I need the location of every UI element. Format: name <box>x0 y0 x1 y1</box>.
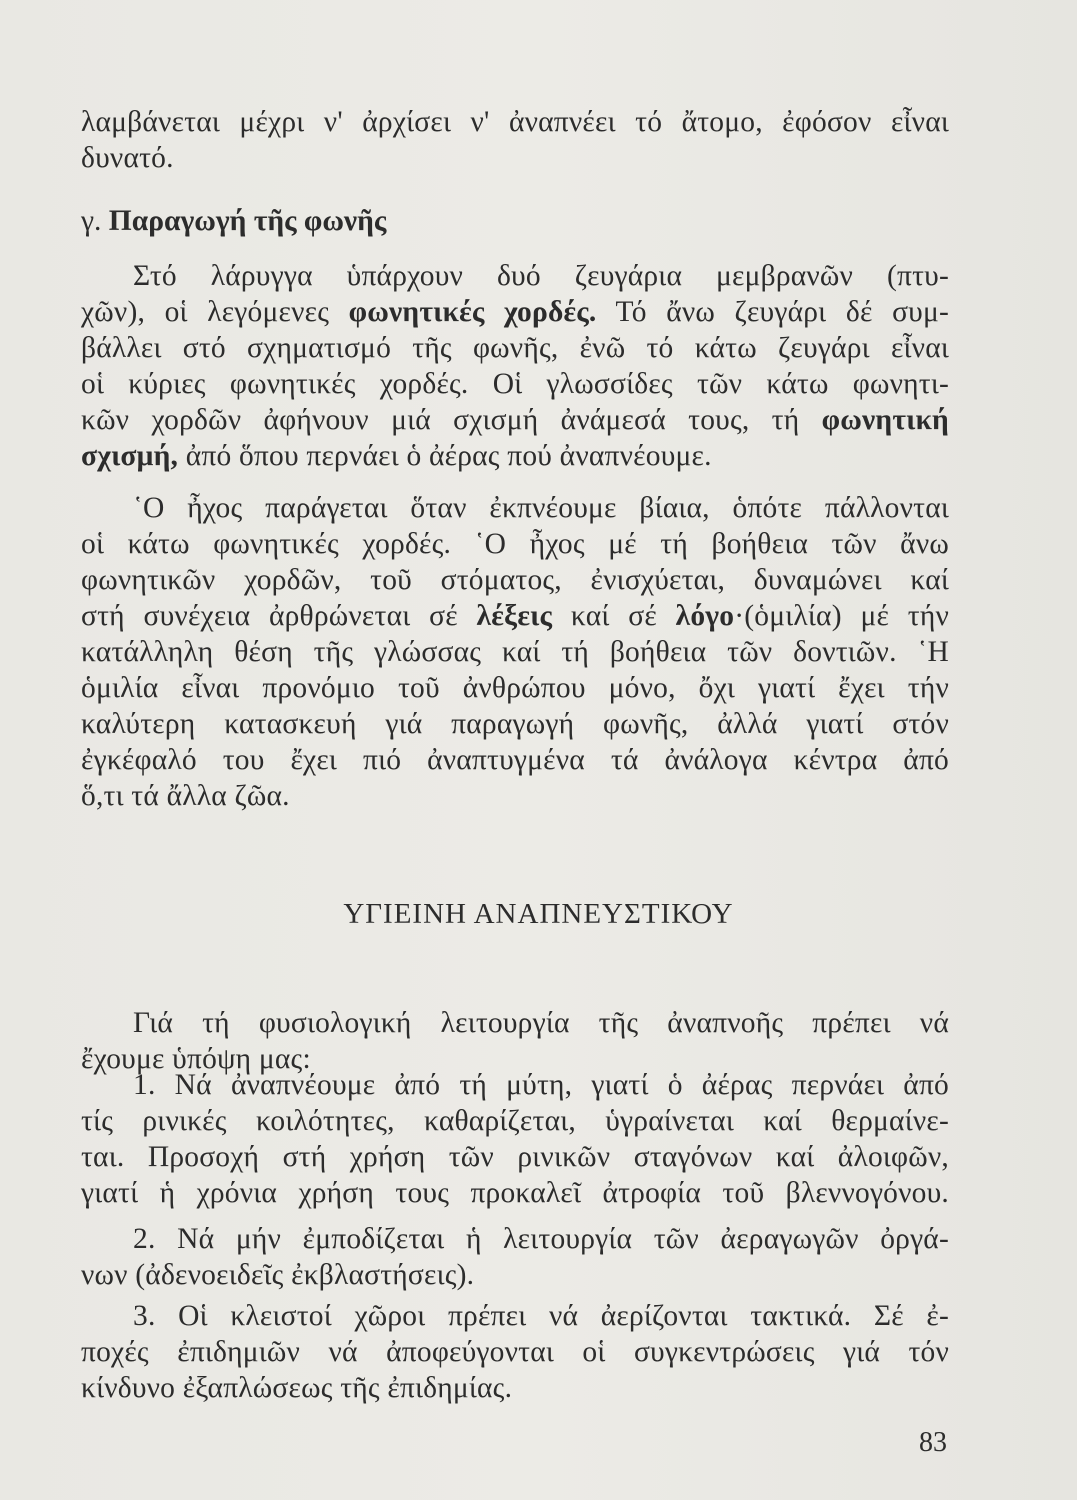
text-line: χῶν), οἱ λεγόμενες φωνητικές χορδές. Τό ἄνω ζευγάρι δέ συμ- <box>81 296 950 328</box>
bold-term: λέξεις <box>476 600 553 632</box>
text-line: στή συνέχεια ἀρθρώνεται σέ λέξεις καί σέ λόγο·(ὁμιλία) μέ τήν <box>81 600 949 632</box>
paragraph-sound-production <box>81 490 949 814</box>
list-item-2 <box>81 1221 949 1293</box>
bold-term: φωνητικές χορδές. <box>348 296 597 328</box>
text-line: Στό λάρυγγα ὑπάρχουν δυό ζευγάρια μεμβρανῶν (πτυ- <box>133 260 949 292</box>
text-line: ὅ,τι τά ἄλλα ζῶα. <box>81 780 290 812</box>
text-line: ἐγκέφαλό του ἔχει πιό ἀναπτυγμένα τά ἀνάλογα κέντρα ἀπό <box>81 744 949 776</box>
bold-term: λόγο <box>675 600 735 632</box>
text-line: σχισμή, ἀπό ὅπου περνάει ὁ ἀέρας πού ἀναπνέουμε. <box>81 440 712 472</box>
bold-term: φωνητική <box>821 404 949 436</box>
heading-prefix: γ. <box>81 205 102 237</box>
bold-term: σχισμή, <box>81 440 179 472</box>
text-line: γιατί ἡ χρόνια χρήση τους προκαλεῖ ἀτροφία τοῦ βλεννογόνου. <box>81 1177 949 1209</box>
text-line: νων (ἀδενοειδεῖς ἐκβλαστήσεις). <box>81 1259 475 1291</box>
text-line: κατάλληλη θέση τῆς γλώσσας καί τή βοήθεια τῶν δοντιῶν. ῾Η <box>81 636 949 668</box>
text-line: ὁμιλία εἶναι προνόμιο τοῦ ἀνθρώπου μόνο, ὄχι γιατί ἔχει τήν <box>81 672 949 704</box>
section-title: ΥΓΙΕΙΝΗ ΑΝΑΠΝΕΥΣΤΙΚΟΥ <box>343 898 734 930</box>
text-line: οἱ κύριες φωνητικές χορδές. Οἱ γλωσσίδες τῶν κάτω φωνητι- <box>81 368 949 400</box>
text-line: φωνητικῶν χορδῶν, τοῦ στόματος, ἐνισχύεται, δυναμώνει καί <box>81 564 949 596</box>
list-item-3 <box>81 1298 949 1406</box>
paragraph-vocal-cords <box>81 258 949 474</box>
text-line: ῾Ο ἦχος παράγεται ὅταν ἐκπνέουμε βίαια, ὁπότε πάλλονται <box>133 492 949 524</box>
text-line: κῶν χορδῶν ἀφήνουν μιά σχισμή ἀνάμεσά τους, τή φωνητική <box>81 404 949 436</box>
text-line: ποχές ἐπιδημιῶν νά ἀποφεύγονται οἱ συγκεντρώσεις γιά τόν <box>81 1336 949 1368</box>
page-number: 83 <box>919 1427 947 1458</box>
intro-paragraph <box>81 104 949 176</box>
text-line: 2. Νά μήν ἐμποδίζεται ἡ λειτουργία τῶν ἀεραγωγῶν ὀργά- <box>133 1223 949 1255</box>
heading-text: Παραγωγή τῆς φωνῆς <box>108 205 387 237</box>
text-line: κίνδυνο ἐξαπλώσεως τῆς ἐπιδημίας. <box>81 1372 513 1404</box>
text-line: βάλλει στό σχηματισμό τῆς φωνῆς, ἐνῶ τό κάτω ζευγάρι εἶναι <box>81 332 949 364</box>
text-line: Γιά τή φυσιολογική λειτουργία τῆς ἀναπνοῆς πρέπει νά <box>133 1007 949 1039</box>
text-line: ται. Προσοχή στή χρήση τῶν ρινικῶν σταγόνων καί ἀλοιφῶν, <box>81 1141 949 1173</box>
text-line: ἔχουμε ὑπόψη μας: <box>81 1043 311 1075</box>
text-line: οἱ κάτω φωνητικές χορδές. ῾Ο ἦχος μέ τή βοήθεια τῶν ἄνω <box>81 528 949 560</box>
text-line: 3. Οἱ κλειστοί χῶροι πρέπει νά ἀερίζονται τακτικά. Σέ ἐ- <box>133 1300 949 1332</box>
list-item-1 <box>81 1067 949 1211</box>
text-line: 1. Νά ἀναπνέουμε ἀπό τή μύτη, γιατί ὁ ἀέρας περνάει ἀπό <box>133 1069 949 1101</box>
text-line: δυνατό. <box>81 142 174 174</box>
text-line: λαμβάνεται μέχρι ν' ἀρχίσει ν' ἀναπνέει τό ἄτομο, ἐφόσον εἶναι <box>81 106 949 138</box>
text-line: καλύτερη κατασκευή γιά παραγωγή φωνῆς, ἀλλά γιατί στόν <box>81 708 949 740</box>
text-line: τίς ρινικές κοιλότητες, καθαρίζεται, ὑγραίνεται καί θερμαίνε- <box>81 1105 949 1137</box>
section-heading <box>81 205 386 238</box>
